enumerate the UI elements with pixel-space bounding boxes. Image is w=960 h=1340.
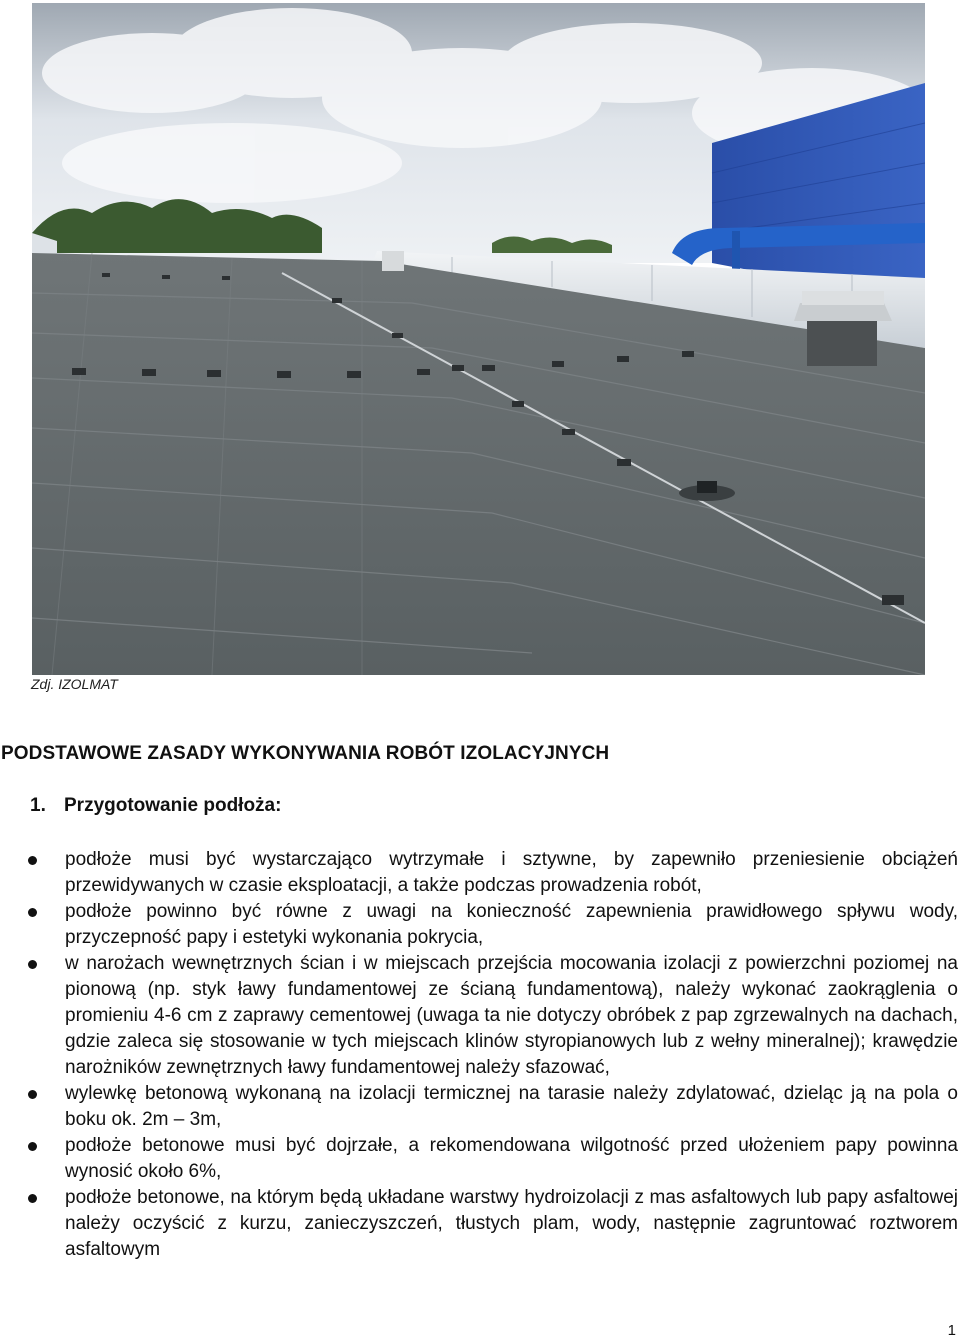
list-item-text: podłoże betonowe, na którym będą układane warstwy hydroizolacji z mas asfaltowych lub papy asfaltowej należy oczyścić z kurzu, zanieczyszczeń, tłustych plam, wody, następnie zagruntować roztworem asfaltowym	[65, 1187, 958, 1260]
list-item-text: w narożach wewnętrznych ścian i w miejscach przejścia mocowania izolacji z powierzchni poziomej na pionową (np. styk ławy fundamentowej ze ścianą fundamentową), należy wykonać zaokrąglenia o promieniu 4-6 cm z zaprawy cementowej (uwaga ta nie dotyczy obróbek z pap zgrzewalnych na dachach, gdzie zaleca się stosowanie w tych miejscach klinów styropianowych lub z wełny mineralnej); krawędzie narożników zewnętrznych ławy fundamentowej należy sfazować,	[65, 953, 958, 1078]
list-item	[28, 1081, 958, 1133]
list-item	[28, 847, 958, 899]
list-item-text: podłoże betonowe musi być dojrzałe, a rekomendowana wilgotność przed ułożeniem papy powinna wynosić około 6%,	[65, 1135, 958, 1182]
page-number: 1	[947, 1322, 956, 1339]
bullet-icon	[28, 1194, 37, 1203]
list-item-text: podłoże musi być wystarczająco wytrzymałe i sztywne, by zapewniło przeniesienie obciążeń przewidywanych w czasie eksploatacji, a także podczas prowadzenia robót,	[65, 849, 958, 896]
bullet-icon	[28, 856, 37, 865]
section-title-text: Przygotowanie podłoża:	[64, 795, 282, 816]
requirements-list	[28, 847, 958, 1263]
list-item	[28, 951, 958, 1081]
list-item	[28, 1185, 958, 1263]
page-heading: PODSTAWOWE ZASADY WYKONYWANIA ROBÓT IZOLACYJNYCH	[1, 743, 610, 764]
list-item	[28, 899, 958, 951]
photo-caption: Zdj. IZOLMAT	[31, 676, 118, 692]
section-number: 1.	[30, 795, 46, 816]
roof-photo-illustration	[32, 3, 925, 675]
bullet-icon	[28, 908, 37, 917]
list-item	[28, 1133, 958, 1185]
bullet-icon	[28, 1090, 37, 1099]
list-item-text: wylewkę betonową wykonaną na izolacji termicznej na tarasie należy zdylatować, dzieląc ją na pola o boku ok. 2m – 3m,	[65, 1083, 958, 1130]
bullet-icon	[28, 960, 37, 969]
list-item-text: podłoże powinno być równe z uwagi na konieczność zapewnienia prawidłowego spływu wody, przyczepność papy i estetyki wykonania pokrycia,	[65, 901, 958, 948]
bullet-icon	[28, 1142, 37, 1151]
section-title	[30, 795, 281, 817]
roof-photo	[32, 3, 925, 675]
